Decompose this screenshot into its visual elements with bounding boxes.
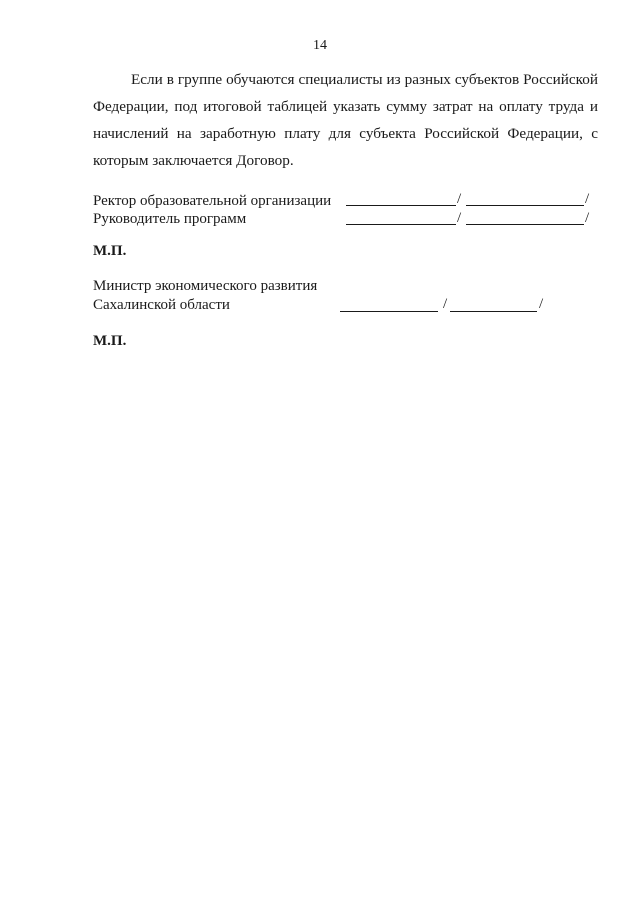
stamp-placeholder-1: М.П. (93, 243, 127, 259)
stamp-placeholder-2: М.П. (93, 333, 127, 349)
page-number: 14 (313, 38, 327, 53)
minister-signature-blank (340, 296, 438, 312)
rector-name-blank (466, 190, 584, 206)
minister-name-blank (450, 296, 537, 312)
program-head-label: Руководитель программ (93, 211, 247, 227)
minister-label-line2: Сахалинской области (93, 297, 230, 313)
minister-slash-1: / (443, 296, 448, 312)
body-paragraph: Если в группе обучаются специалисты из разных субъектов Российской Федерации, под итоговой таблицей указать сумму затрат на оплату труда и начислений на заработную плату для субъекта Российской Федерации, с которым заключается Договор. (93, 71, 598, 169)
rector-slash-1: / (457, 191, 462, 207)
minister-slash-2: / (539, 296, 544, 312)
rector-label: Ректор образовательной организации (93, 193, 332, 209)
program-head-slash-1: / (457, 210, 462, 226)
minister-label-line1: Министр экономического развития (93, 278, 318, 294)
rector-slash-2: / (585, 191, 590, 207)
program-head-signature-blank (346, 209, 456, 225)
program-head-name-blank (466, 209, 584, 225)
program-head-slash-2: / (585, 210, 590, 226)
rector-signature-blank (346, 190, 456, 206)
